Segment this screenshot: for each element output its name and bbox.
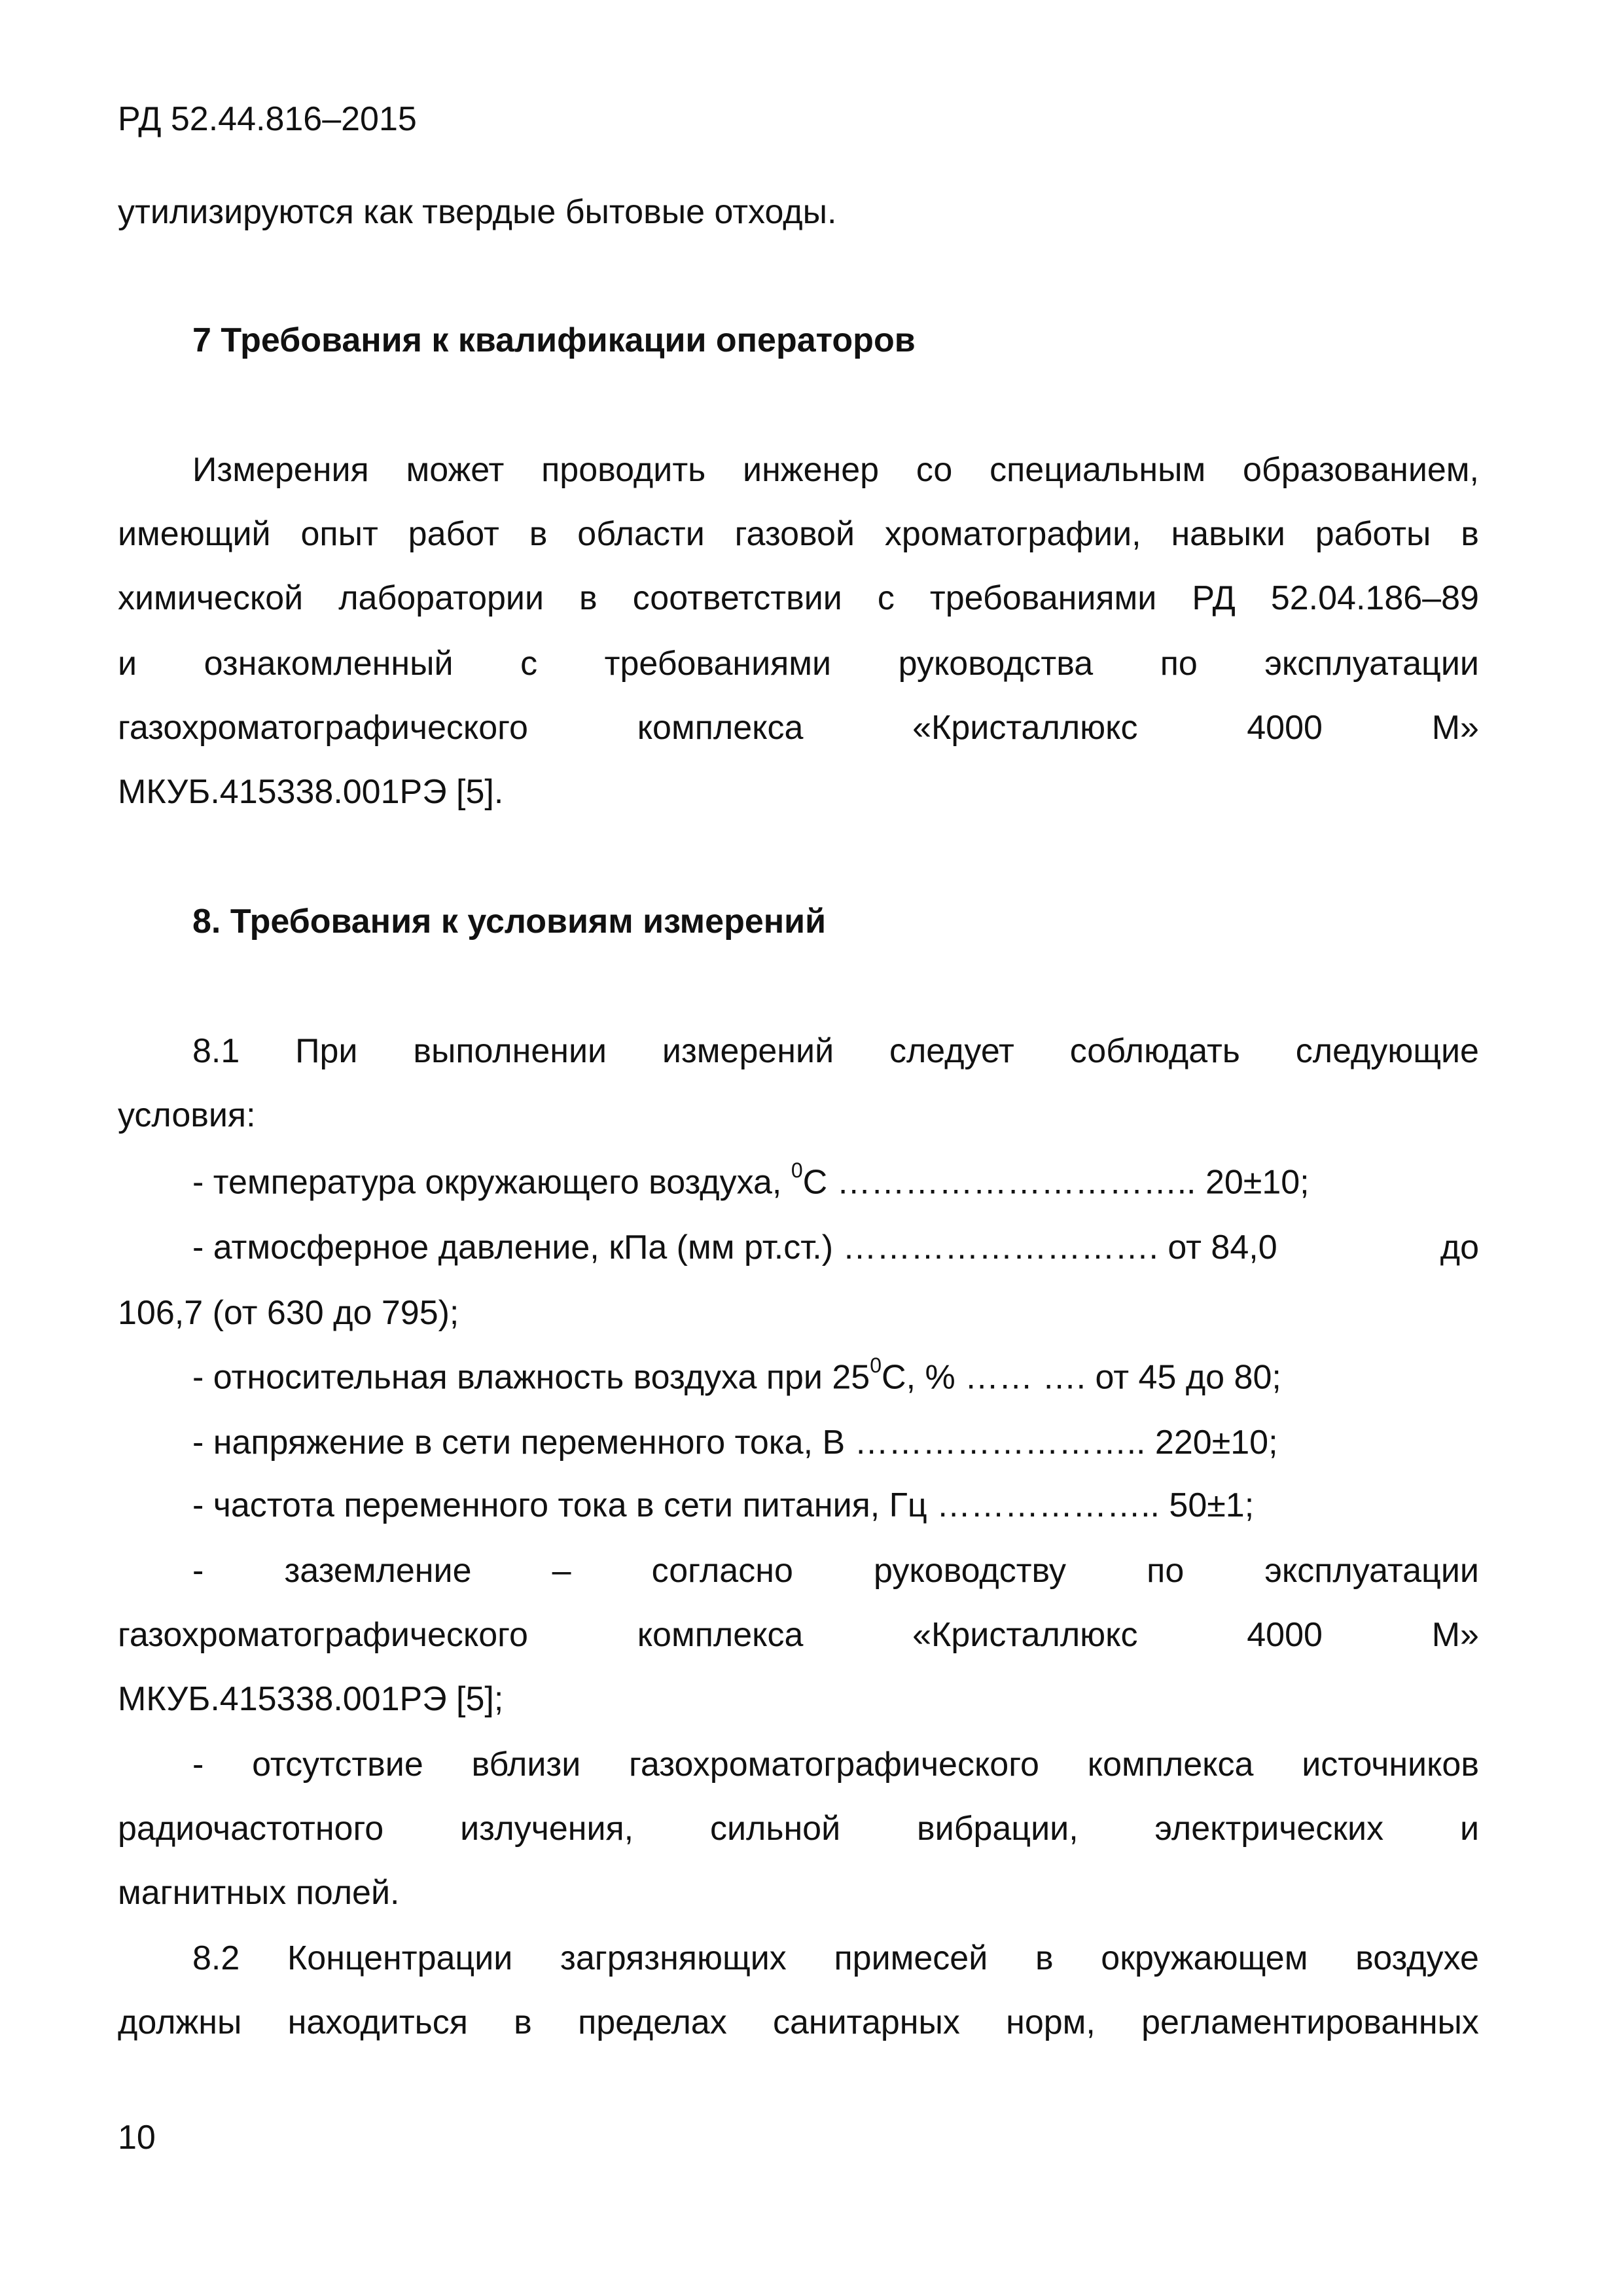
word: – [552,1552,571,1590]
word: газохроматографического [118,1616,528,1654]
intro-line: утилизируются как твердые бытовые отходы. [118,193,837,231]
word: в [1035,1939,1054,1977]
condition-grounding-line-3: МКУБ.415338.001РЭ [5]; [118,1680,504,1718]
word: газохроматографического [629,1746,1039,1784]
word: соблюдать [1069,1032,1240,1070]
word: и [118,645,137,683]
word: газохроматографического [118,709,528,747]
condition-temperature: - температура окружающего воздуха, $^0$С ………………………….. 20±10; [192,1158,1310,1202]
word: и [1459,1810,1479,1848]
word: сильной [709,1810,841,1848]
word: работ [408,515,499,553]
word: воздухе [1355,1939,1479,1977]
word: находиться [287,2003,468,2041]
section-7-paragraph-line-5 [118,708,1479,747]
word: измерений [662,1032,834,1070]
condition-voltage: - напряжение в сети переменного тока, В …………………….. 220±10; [192,1424,1278,1462]
item-8-2-line-2 [118,2003,1479,2042]
word: по [1147,1552,1185,1590]
word: комплекса [637,709,804,747]
word: - [192,1552,204,1590]
word: отсутствие [252,1746,423,1784]
word: соответствии [632,579,842,617]
condition-absence-line-2 [118,1809,1479,1848]
word: лаборатории [338,579,544,617]
section-7-paragraph-line-4 [118,644,1479,683]
word: Концентрации [287,1939,513,1977]
word: окружающем [1101,1939,1308,1977]
word: «Кристаллюкс [912,709,1138,747]
word: радиочастотного [118,1810,384,1848]
word: 8.2 [192,1939,240,1977]
section-7-paragraph-line-3 [118,579,1479,618]
page-number: 10 [118,2119,156,2157]
word: 52.04.186–89 [1270,579,1479,617]
word: газовой [734,515,855,553]
condition-absence-line-1 [192,1745,1479,1784]
document-id-header: РД 52.44.816–2015 [118,100,417,138]
word: - [192,1746,204,1784]
item-8-1-line-2: условия: [118,1096,256,1134]
word: в [529,515,548,553]
condition-pressure-line-1 [192,1228,1479,1267]
word: руководству [873,1552,1067,1590]
item-8-2-line-1 [192,1939,1479,1978]
word: - атмосферное давление, кПа (мм рт.ст.) ………………………. от 84,0 [192,1229,1277,1266]
word: должны [118,2003,242,2041]
word: санитарных [772,2003,960,2041]
word: требованиями [929,579,1157,617]
word: до [1440,1229,1479,1266]
word: проводить [541,451,706,489]
word: в [514,2003,532,2041]
word: 8.1 [192,1032,240,1070]
section-8-heading: 8. Требования к условиям измерений [192,903,827,941]
word: по [1160,645,1198,683]
word: в [579,579,597,617]
word: «Кристаллюкс [912,1616,1138,1654]
word: хроматографии, [884,515,1141,553]
word: имеющий [118,515,271,553]
word: При [295,1032,358,1070]
word: химической [118,579,304,617]
word: примесей [834,1939,988,1977]
condition-grounding-line-1 [192,1551,1479,1590]
word: Измерения [192,451,369,489]
word: вблизи [471,1746,581,1784]
word: эксплуатации [1264,1552,1479,1590]
word: электрических [1154,1810,1384,1848]
word: со [916,451,953,489]
word: согласно [651,1552,793,1590]
word: в [1461,515,1479,553]
word: эксплуатации [1264,645,1479,683]
condition-grounding-line-2 [118,1615,1479,1655]
word: М» [1431,709,1479,747]
word: 4000 [1247,709,1323,747]
word: образованием, [1243,451,1479,489]
item-8-1-line-1 [192,1031,1479,1071]
section-7-paragraph-line-1 [192,450,1479,490]
word: ознакомленный [204,645,454,683]
word: области [577,515,705,553]
word: с [877,579,895,617]
section-7-paragraph-line-6: МКУБ.415338.001РЭ [5]. [118,773,504,811]
word: руководства [898,645,1094,683]
word: источников [1302,1746,1479,1784]
word: работы [1315,515,1431,553]
word: следует [889,1032,1014,1070]
word: специальным [990,451,1206,489]
word: загрязняющих [560,1939,787,1977]
word: М» [1431,1616,1479,1654]
word: выполнении [413,1032,607,1070]
word: регламентированных [1141,2003,1479,2041]
word: РД [1192,579,1236,617]
section-7-paragraph-line-2 [118,514,1479,554]
section-7-heading: 7 Требования к квалификации операторов [192,321,916,359]
word: 4000 [1247,1616,1323,1654]
word: навыки [1171,515,1285,553]
word: опыт [300,515,378,553]
word: следующие [1295,1032,1479,1070]
word: инженер [743,451,880,489]
word: может [406,451,505,489]
condition-pressure-line-2: 106,7 (от 630 до 795); [118,1294,459,1332]
word: вибрации, [917,1810,1079,1848]
word: с [520,645,538,683]
word: заземление [284,1552,472,1590]
word: комплекса [1087,1746,1254,1784]
condition-frequency: - частота переменного тока в сети питания, Гц ……………….. 50±1; [192,1486,1255,1524]
word: излучения, [460,1810,634,1848]
word: требованиями [604,645,832,683]
condition-absence-line-3: магнитных полей. [118,1874,400,1912]
word: комплекса [637,1616,804,1654]
condition-humidity: - относительная влажность воздуха при $25^0С$, % …… …. от 45 до 80; [192,1354,1281,1397]
word: норм, [1006,2003,1096,2041]
word: пределах [578,2003,727,2041]
